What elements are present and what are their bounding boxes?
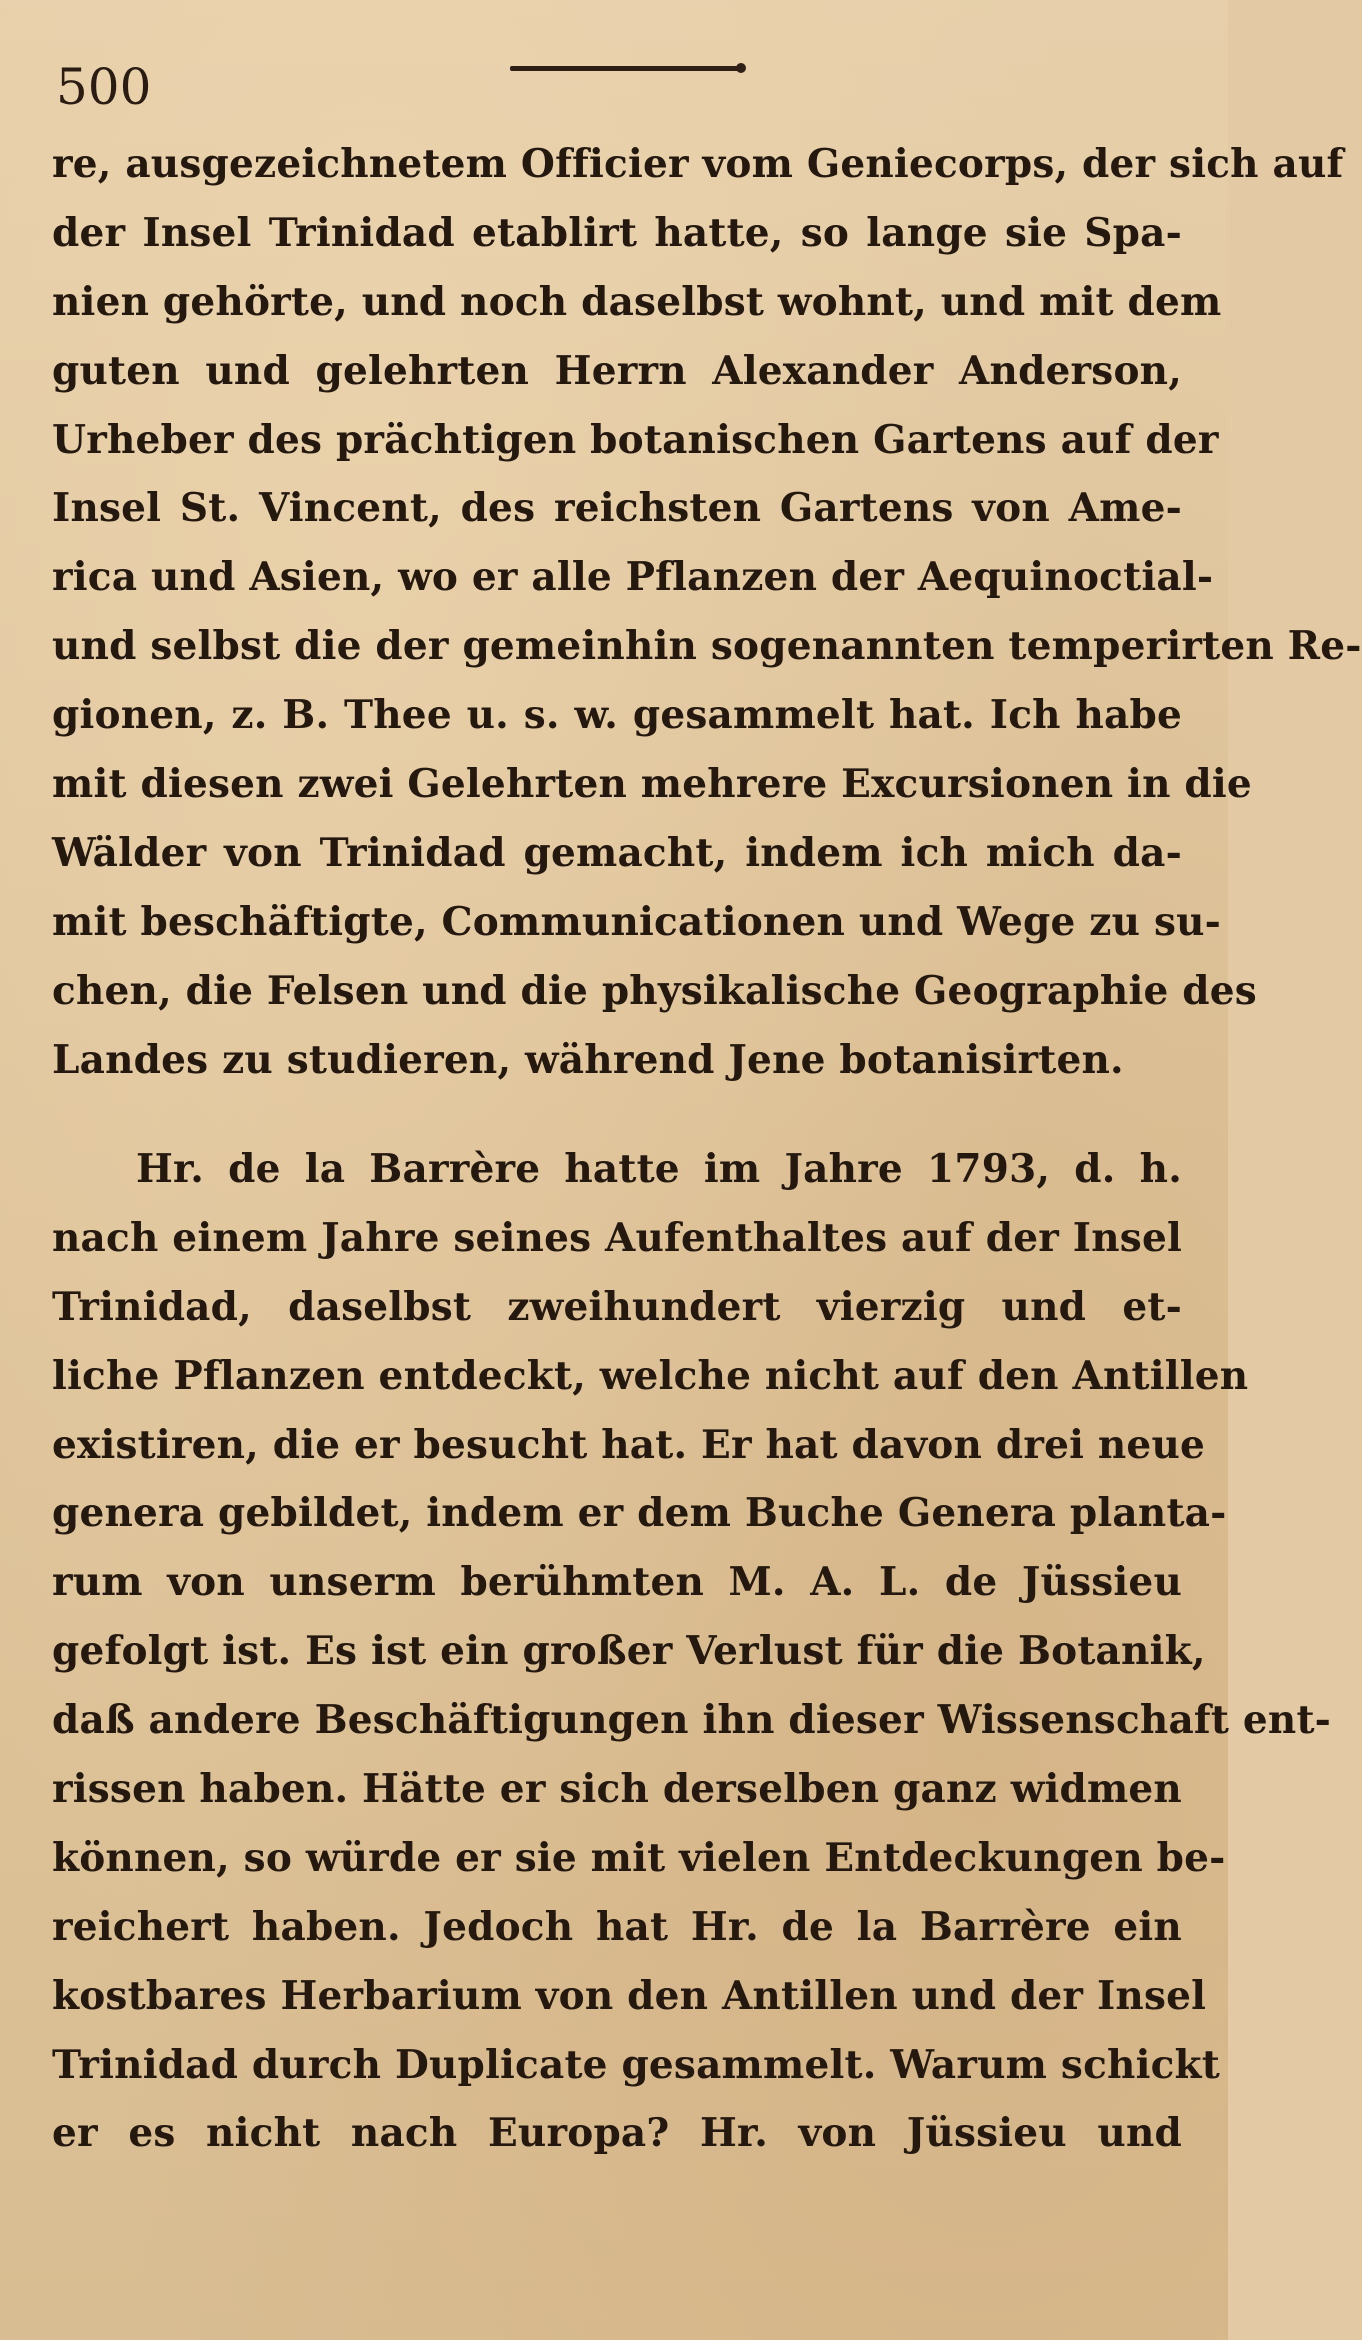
text-line: re, ausgezeichnetem Officier vom Geniecorps, der sich auf	[52, 141, 1344, 187]
text-line: Wälder von Trinidad gemacht, indem ich mich da-	[52, 829, 1182, 876]
text-line: gionen, z. B. Thee u. s. w. gesammelt hat. Ich habe	[52, 692, 1182, 739]
text-line: und selbst die der gemeinhin sogenannten temperirten Re-	[52, 623, 1362, 670]
text-line: Hr. de la Barrère hatte im Jahre 1793, d. h.	[136, 1146, 1182, 1192]
text-line: chen, die Felsen und die physikalische Geographie des	[52, 967, 1257, 1014]
text-line: Urheber des prächtigen botanischen Gartens auf der	[52, 416, 1219, 463]
text-line: kostbares Herbarium von den Antillen und der Insel	[52, 1972, 1207, 2019]
text-line: rissen haben. Hätte er sich derselben ganz widmen	[52, 1766, 1182, 1813]
text-line: Landes zu studieren, während Jene botanisirten.	[52, 1036, 1124, 1083]
text-line: liche Pflanzen entdeckt, welche nicht auf den Antillen	[52, 1352, 1249, 1399]
text-line: Insel St. Vincent, des reichsten Gartens von Ame-	[52, 485, 1182, 532]
paragraph-2	[52, 1135, 1332, 2168]
text-line: Trinidad durch Duplicate gesammelt. Warum schickt	[52, 2041, 1220, 2088]
text-line: mit diesen zwei Gelehrten mehrere Excursionen in die	[52, 761, 1252, 808]
text-line: er es nicht nach Europa? Hr. von Jüssieu und	[52, 2110, 1182, 2157]
text-line: nien gehörte, und noch daselbst wohnt, und mit dem	[52, 278, 1222, 325]
header-rule	[510, 66, 742, 71]
text-line: rum von unserm berühmten M. A. L. de Jüssieu	[52, 1559, 1182, 1606]
text-line: Trinidad, daselbst zweihundert vierzig und et-	[52, 1283, 1182, 1330]
text-line: mit beschäftigte, Communicationen und Wege zu su-	[52, 898, 1222, 945]
text-line: gefolgt ist. Es ist ein großer Verlust für die Botanik,	[52, 1628, 1206, 1675]
text-line: können, so würde er sie mit vielen Entdeckungen be-	[52, 1834, 1226, 1881]
text-line: existiren, die er besucht hat. Er hat davon drei neue	[52, 1421, 1206, 1468]
text-line: reichert haben. Jedoch hat Hr. de la Barrère ein	[52, 1903, 1182, 1950]
text-line: der Insel Trinidad etablirt hatte, so lange sie Spa-	[52, 209, 1182, 256]
paragraph-1	[52, 130, 1362, 1094]
text-line: genera gebildet, indem er dem Buche Genera planta-	[52, 1490, 1227, 1537]
text-line: nach einem Jahre seines Aufenthaltes auf der Insel	[52, 1214, 1182, 1261]
text-line: guten und gelehrten Herrn Alexander Anderson,	[52, 347, 1182, 394]
page-number: 500	[56, 58, 152, 116]
text-line: daß andere Beschäftigungen ihn dieser Wissenschaft ent-	[52, 1697, 1332, 1744]
text-line: rica und Asien, wo er alle Pflanzen der Aequinoctial-	[52, 554, 1214, 601]
